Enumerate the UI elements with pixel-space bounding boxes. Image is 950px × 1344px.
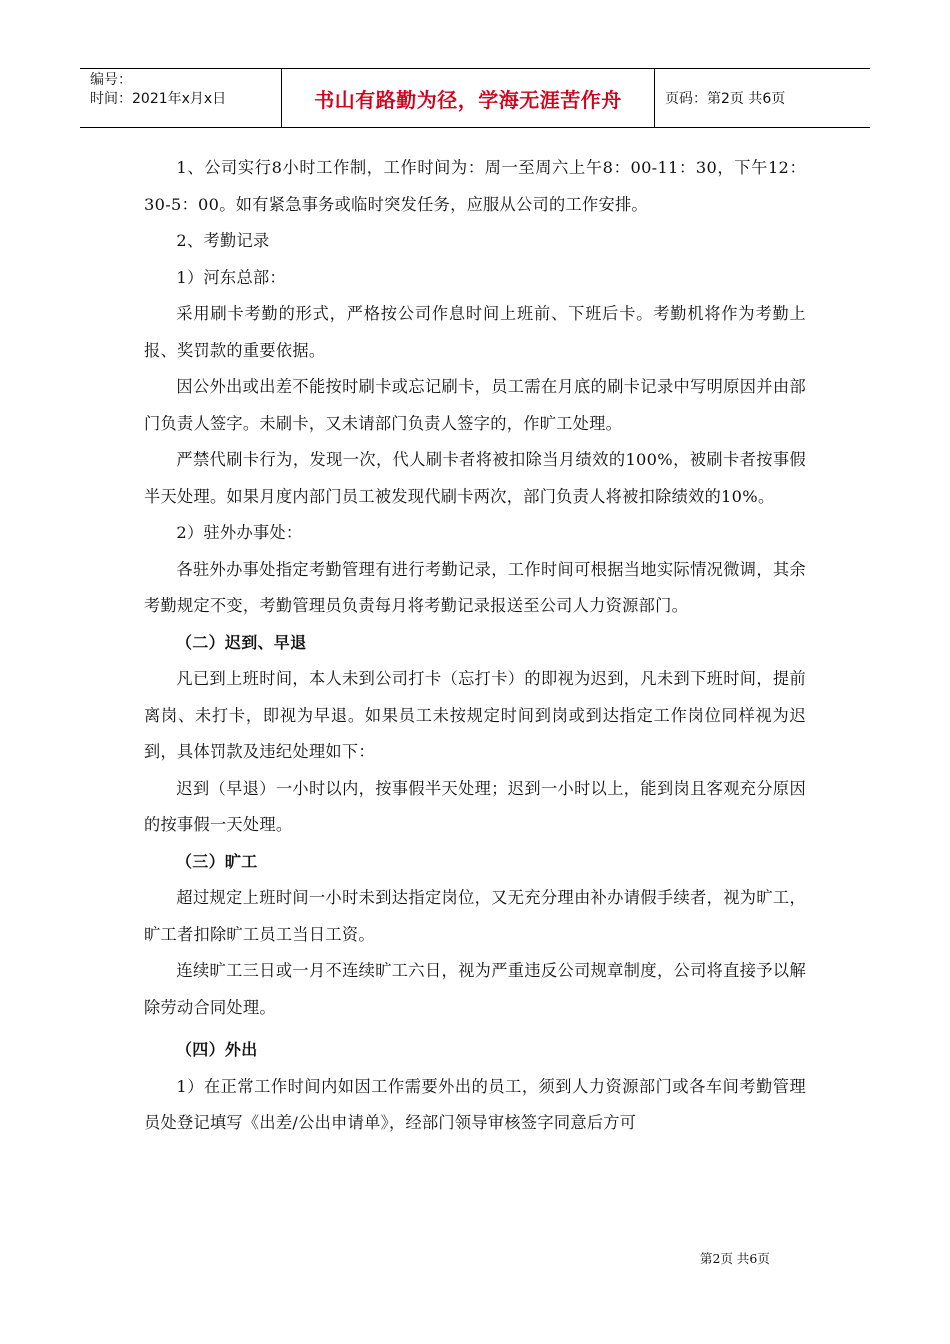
paragraph: 2、考勤记录 — [176, 231, 270, 250]
paragraph: 采用刷卡考勤的形式，严格按公司作息时间上班前、下班后卡。考勤机将作为考勤上报、奖罚款的重要依据。 — [144, 304, 806, 360]
section-heading: （四）外出 — [176, 1040, 258, 1059]
paragraph: 2）驻外办事处： — [176, 523, 303, 542]
header-motto: 书山有路勤为径，学海无涯苦作舟 — [282, 69, 655, 127]
paragraph: 迟到（早退）一小时以内，按事假半天处理；迟到一小时以上，能到岗且客观充分原因的按事假一天处理。 — [144, 778, 806, 834]
header-meta — [80, 69, 282, 127]
paragraph: 超过规定上班时间一小时未到达指定岗位，又无充分理由补办请假手续者，视为旷工，旷工者扣除旷工员工当日工资。 — [144, 888, 806, 944]
paragraph: 严禁代刷卡行为，发现一次，代人刷卡者将被扣除当月绩效的100%，被刷卡者按事假半天处理。如果月度内部门员工被发现代刷卡两次，部门负责人将被扣除绩效的10%。 — [144, 450, 806, 506]
paragraph: 1）河东总部： — [176, 267, 286, 287]
paragraph: 各驻外办事处指定考勤管理有进行考勤记录，工作时间可根据当地实际情况微调，其余考勤规定不变，考勤管理员负责每月将考勤记录报送至公司人力资源部门。 — [144, 559, 806, 615]
paragraph: 连续旷工三日或一月不连续旷工六日，视为严重违反公司规章制度，公司将直接予以解除劳动合同处理。 — [144, 961, 806, 1017]
page-footer: 第2页 共6页 — [700, 1251, 770, 1266]
document-header — [80, 68, 870, 128]
header-page-number: 页码：第2页 共6页 — [665, 91, 786, 107]
section-heading: （三）旷工 — [176, 851, 258, 871]
document-body — [144, 150, 806, 1142]
document-date-label: 时间：2021年x月x日 — [90, 91, 227, 107]
paragraph: 凡已到上班时间，本人未到公司打卡（忘打卡）的即视为迟到，凡未到下班时间，提前离岗、未打卡，即视为早退。如果员工未按规定时间到岗或到达指定工作岗位同样视为迟到，具体罚款及违纪处理如下： — [144, 669, 806, 761]
paragraph: 1、公司实行8小时工作制，工作时间为：周一至周六上午8：00-11：30，下午12：30-5：00。如有紧急事务或临时突发任务，应服从公司的工作安排。 — [144, 158, 806, 214]
paragraph: 因公外出或出差不能按时刷卡或忘记刷卡，员工需在月底的刷卡记录中写明原因并由部门负责人签字。未刷卡，又未请部门负责人签字的，作旷工处理。 — [144, 377, 806, 433]
document-number-label: 编号： — [90, 72, 132, 88]
section-heading: （二）迟到、早退 — [176, 632, 307, 652]
paragraph: 1）在正常工作时间内如因工作需要外出的员工，须到人力资源部门或各车间考勤管理员处登记填写《出差/公出申请单》，经部门领导审核签字同意后方可 — [144, 1076, 806, 1132]
